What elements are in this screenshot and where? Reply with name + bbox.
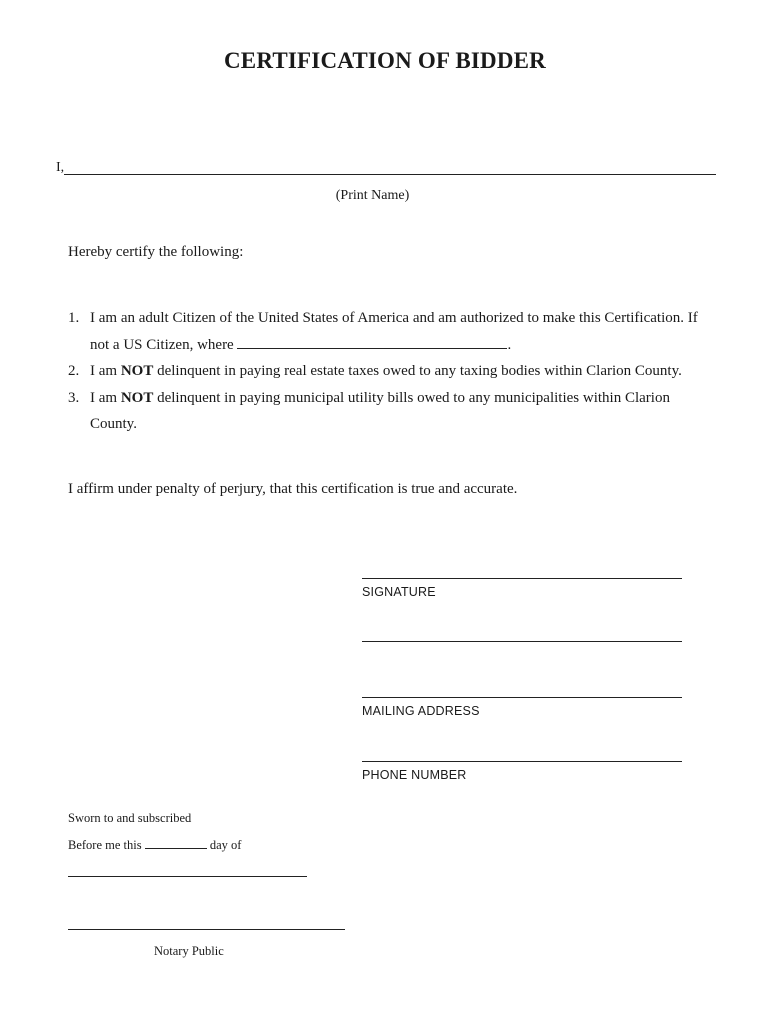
form-title: CERTIFICATION OF BIDDER: [224, 48, 546, 73]
signature-field[interactable]: [362, 578, 682, 579]
print-name-field[interactable]: [64, 174, 716, 175]
mailing-address-label: MAILING ADDRESS: [362, 704, 480, 718]
signature-label: SIGNATURE: [362, 585, 436, 599]
affirmation-text: I affirm under penalty of perjury, that this certification is true and accurate.: [68, 481, 518, 497]
item-text: not a US Citizen, where: [90, 336, 238, 353]
item-text: I am: [90, 363, 121, 379]
mailing-address-field[interactable]: [362, 697, 682, 698]
before-me-row: [68, 837, 241, 853]
certification-list: [68, 305, 718, 438]
before-me-text: Before me this: [68, 838, 145, 852]
phone-number-label: PHONE NUMBER: [362, 768, 467, 782]
item-emphasis: NOT: [120, 389, 154, 406]
citizenship-country-field[interactable]: [237, 334, 507, 349]
list-item: [68, 305, 718, 358]
address-line-1-block: [362, 641, 682, 642]
address-line-1-field[interactable]: [362, 641, 682, 642]
notary-public-label: Notary Public: [154, 944, 224, 958]
print-name-caption: (Print Name): [335, 188, 410, 203]
item-number: 2.: [68, 363, 80, 379]
list-item: [68, 358, 718, 385]
phone-number-block: [362, 761, 682, 782]
sworn-text: Sworn to and subscribed: [68, 811, 192, 825]
day-of-text: day of: [206, 838, 242, 852]
item-number: 3.: [68, 389, 80, 406]
phone-number-field[interactable]: [362, 761, 682, 762]
list-item: [68, 385, 718, 438]
signature-block: [362, 578, 682, 599]
item-text: .: [507, 336, 512, 353]
item-emphasis: NOT: [120, 363, 154, 379]
item-text: I am: [90, 389, 121, 406]
item-text: I am an adult Citizen of the United States of America and am authorized to make this Certification. If: [90, 310, 698, 326]
print-name-row: [56, 160, 716, 180]
item-text: delinquent in paying real estate taxes owed to any taxing bodies within Clarion County.: [153, 363, 682, 379]
item-number: 1.: [68, 310, 80, 326]
item-text: delinquent in paying municipal utility bills owed to any municipalities within Clarion County.: [90, 389, 670, 432]
mailing-address-block: [362, 697, 682, 718]
notary-signature-field[interactable]: [68, 929, 345, 930]
notary-date-field[interactable]: [68, 876, 307, 877]
name-prefix: I,: [56, 160, 65, 175]
intro-text: Hereby certify the following:: [68, 244, 244, 260]
day-field[interactable]: [145, 837, 207, 849]
